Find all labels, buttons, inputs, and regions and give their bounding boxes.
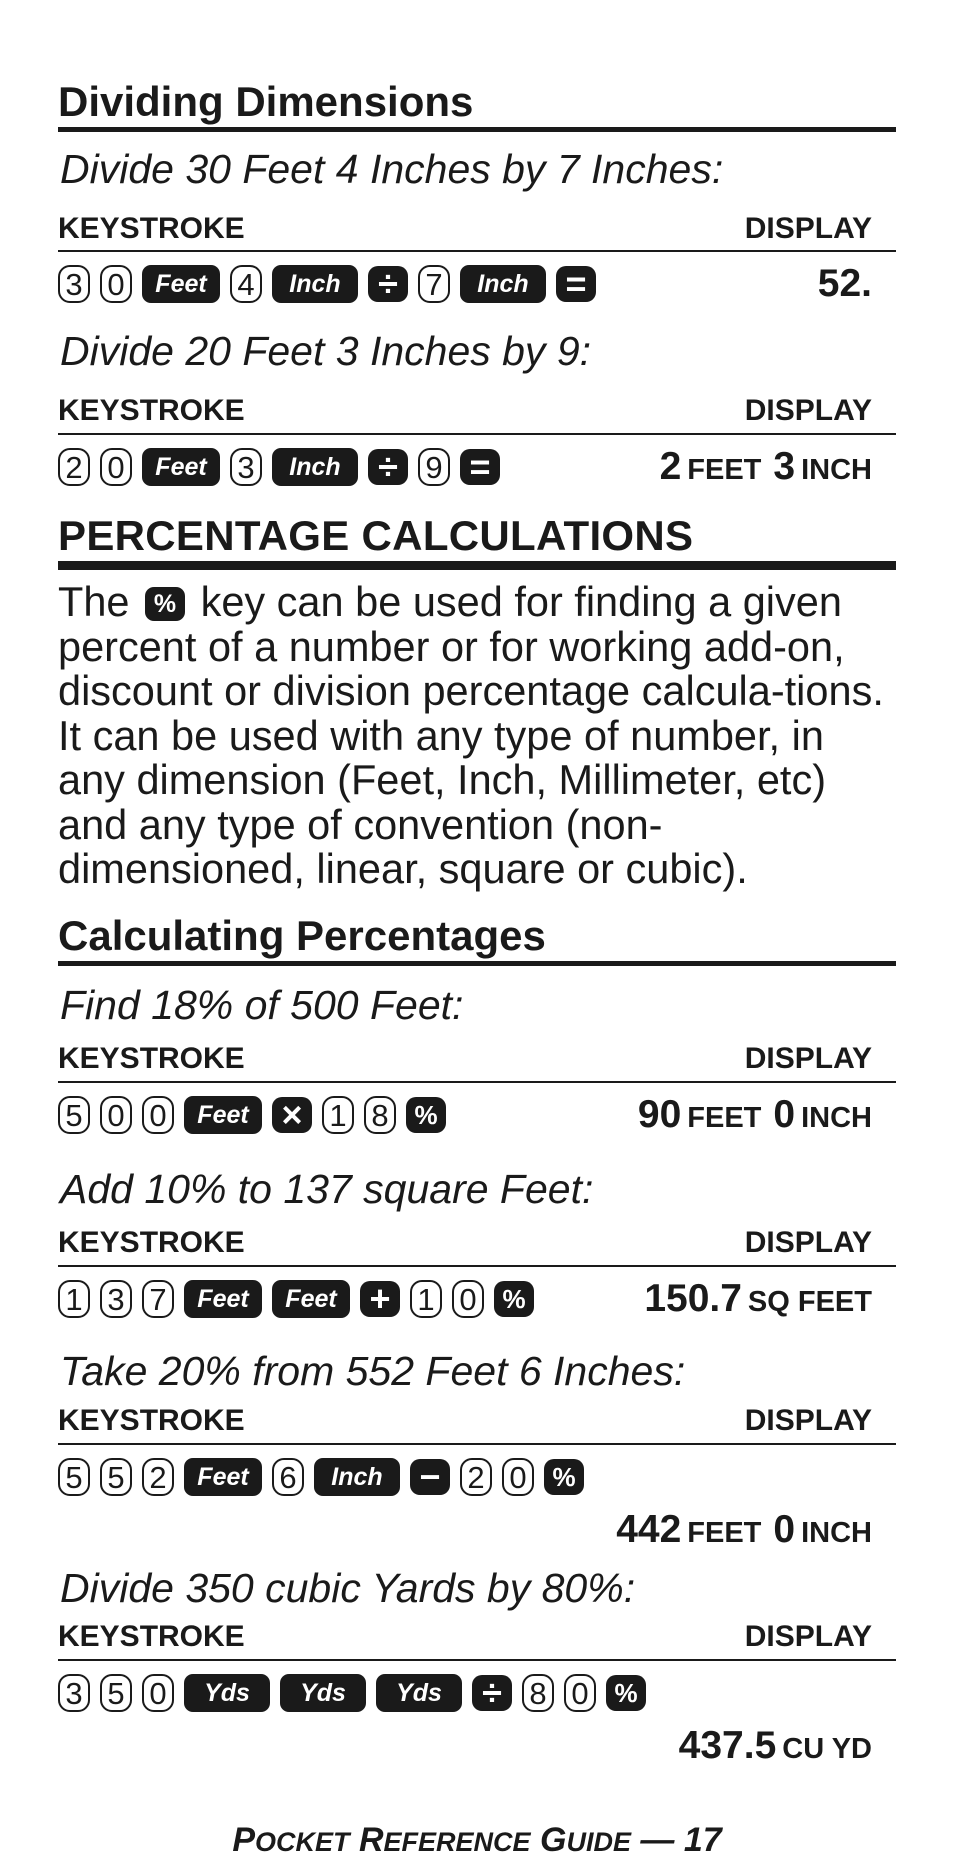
key-feet[interactable]: Feet: [184, 1458, 262, 1496]
section-heading-dividing-dimensions: Dividing Dimensions: [58, 78, 474, 125]
display-value: 442: [616, 1508, 682, 1551]
display-header: DISPLAY: [744, 1620, 872, 1653]
keystroke-sequence: [58, 1277, 544, 1321]
key-plus[interactable]: +: [360, 1281, 400, 1317]
display-header: DISPLAY: [744, 1042, 872, 1075]
example-title: Divide 30 Feet 4 Inches by 7 Inches:: [60, 146, 724, 192]
page-number: — 17: [630, 1821, 722, 1859]
display-unit: FEET: [687, 454, 762, 486]
display-header: DISPLAY: [744, 1404, 872, 1437]
display-unit: FEET: [687, 1102, 762, 1134]
keystroke-sequence: [58, 262, 606, 306]
key-digit[interactable]: 7: [418, 265, 450, 303]
keystroke-header: KEYSTROKE: [58, 1042, 245, 1075]
key-percent-inline: %: [145, 587, 185, 621]
footer-text: EFERENCE: [383, 1827, 531, 1857]
key-inch[interactable]: Inch: [460, 265, 546, 303]
page-footer: [58, 1820, 896, 1862]
key-equals[interactable]: =: [460, 449, 500, 485]
section-rule: [58, 961, 896, 966]
key-digit[interactable]: 5: [100, 1458, 132, 1496]
key-feet[interactable]: Feet: [184, 1280, 262, 1318]
display-value: 2: [659, 445, 682, 488]
key-digit[interactable]: 1: [410, 1280, 442, 1318]
footer-text: P: [232, 1821, 255, 1859]
header-rule: [58, 1265, 896, 1267]
key-digit[interactable]: 0: [100, 1096, 132, 1134]
header-rule: [58, 433, 896, 435]
display-unit-2: INCH: [801, 1517, 872, 1549]
display-unit: FEET: [687, 1517, 762, 1549]
display-unit-2: INCH: [801, 454, 872, 486]
section-heading-calculating-percentages: Calculating Percentages: [58, 912, 546, 959]
key-digit[interactable]: 5: [58, 1458, 90, 1496]
key-digit[interactable]: 0: [502, 1458, 534, 1496]
display-value-2: 3: [773, 445, 796, 488]
key-digit[interactable]: 6: [272, 1458, 304, 1496]
example-title: Add 10% to 137 square Feet:: [60, 1166, 594, 1212]
keystroke-header: KEYSTROKE: [58, 212, 245, 245]
display-value: 437.5: [678, 1724, 777, 1767]
key-digit[interactable]: 7: [142, 1280, 174, 1318]
key-digit[interactable]: 2: [58, 448, 90, 486]
display-header: DISPLAY: [744, 394, 872, 427]
key-equals[interactable]: =: [556, 266, 596, 302]
key-digit[interactable]: 3: [100, 1280, 132, 1318]
display-result: [660, 445, 872, 492]
key-digit[interactable]: 5: [58, 1096, 90, 1134]
description-paragraph: [58, 580, 896, 892]
display-result: [644, 1277, 872, 1324]
footer-text: UIDE: [566, 1827, 631, 1857]
key-divide[interactable]: ÷: [472, 1675, 512, 1711]
key-divide[interactable]: ÷: [368, 449, 408, 485]
keystroke-sequence: [58, 1455, 594, 1499]
key-digit[interactable]: 1: [322, 1096, 354, 1134]
header-rule: [58, 1081, 896, 1083]
key-multiply[interactable]: ×: [272, 1097, 312, 1133]
display-header: DISPLAY: [744, 1226, 872, 1259]
header-rule: [58, 1443, 896, 1445]
header-rule: [58, 1659, 896, 1661]
key-digit[interactable]: 3: [230, 448, 262, 486]
display-value-2: 0: [773, 1508, 796, 1551]
display-unit-2: INCH: [801, 1102, 872, 1134]
footer-text: OCKET: [255, 1827, 350, 1857]
key-yds[interactable]: Yds: [376, 1674, 462, 1712]
key-digit[interactable]: 2: [460, 1458, 492, 1496]
key-percent[interactable]: %: [606, 1675, 646, 1711]
key-digit[interactable]: 8: [522, 1674, 554, 1712]
key-digit[interactable]: 9: [418, 448, 450, 486]
key-feet[interactable]: Feet: [142, 265, 220, 303]
key-yds[interactable]: Yds: [280, 1674, 366, 1712]
key-minus[interactable]: −: [410, 1459, 450, 1495]
keystroke-header: KEYSTROKE: [58, 1226, 245, 1259]
key-digit[interactable]: 8: [364, 1096, 396, 1134]
key-digit[interactable]: 0: [564, 1674, 596, 1712]
key-feet[interactable]: Feet: [142, 448, 220, 486]
display-value: 150.7: [644, 1277, 742, 1320]
keystroke-sequence: [58, 1093, 456, 1137]
key-percent[interactable]: %: [544, 1459, 584, 1495]
key-digit[interactable]: 0: [100, 448, 132, 486]
keystroke-sequence: [58, 445, 510, 489]
paragraph-text: The: [58, 578, 142, 625]
example-title: Take 20% from 552 Feet 6 Inches:: [60, 1348, 686, 1394]
footer-text: G: [540, 1821, 567, 1859]
keystroke-sequence: [58, 1671, 656, 1715]
display-result: [679, 1724, 872, 1771]
display-result: [616, 1508, 872, 1555]
display-value: 52.: [817, 262, 872, 305]
key-feet[interactable]: Feet: [184, 1096, 262, 1134]
display-value-2: 0: [773, 1093, 796, 1136]
key-digit[interactable]: 0: [100, 265, 132, 303]
header-rule: [58, 250, 896, 252]
key-digit[interactable]: 3: [58, 1674, 90, 1712]
key-digit[interactable]: 3: [58, 265, 90, 303]
key-inch[interactable]: Inch: [272, 265, 358, 303]
key-feet[interactable]: Feet: [272, 1280, 350, 1318]
key-percent[interactable]: %: [494, 1281, 534, 1317]
section-rule: [58, 561, 896, 570]
key-divide[interactable]: ÷: [368, 266, 408, 302]
display-result: [638, 1093, 872, 1140]
key-digit[interactable]: 1: [58, 1280, 90, 1318]
keystroke-header: KEYSTROKE: [58, 1620, 245, 1653]
key-digit[interactable]: 2: [142, 1458, 174, 1496]
section-rule: [58, 127, 896, 132]
key-digit[interactable]: 0: [452, 1280, 484, 1318]
example-title: Divide 20 Feet 3 Inches by 9:: [60, 328, 592, 374]
display-header: DISPLAY: [744, 212, 872, 245]
display-result: [818, 262, 872, 306]
key-percent[interactable]: %: [406, 1097, 446, 1133]
key-inch[interactable]: Inch: [272, 448, 358, 486]
example-title: Divide 350 cubic Yards by 80%:: [60, 1565, 636, 1611]
display-value: 90: [637, 1093, 682, 1136]
keystroke-header: KEYSTROKE: [58, 394, 245, 427]
section-heading-percentage-calculations: PERCENTAGE CALCULATIONS: [58, 512, 694, 559]
paragraph-text: key can be used for finding a given percent of a number or for working add-on, discount or division percentage calcula-tions. It can be used with any type of number, in any dimension (Feet, Inch, Millimeter, etc) and any type of convention (non-dimensioned, linear, square or cubic).: [58, 578, 884, 892]
footer-text: R: [358, 1821, 384, 1859]
key-digit[interactable]: 0: [142, 1096, 174, 1134]
keystroke-header: KEYSTROKE: [58, 1404, 245, 1437]
key-inch[interactable]: Inch: [314, 1458, 400, 1496]
display-unit: SQ FEET: [747, 1286, 872, 1318]
key-digit[interactable]: 4: [230, 265, 262, 303]
display-unit: CU YD: [782, 1733, 872, 1765]
key-yds[interactable]: Yds: [184, 1674, 270, 1712]
key-digit[interactable]: 5: [100, 1674, 132, 1712]
key-digit[interactable]: 0: [142, 1674, 174, 1712]
example-title: Find 18% of 500 Feet:: [60, 982, 464, 1028]
